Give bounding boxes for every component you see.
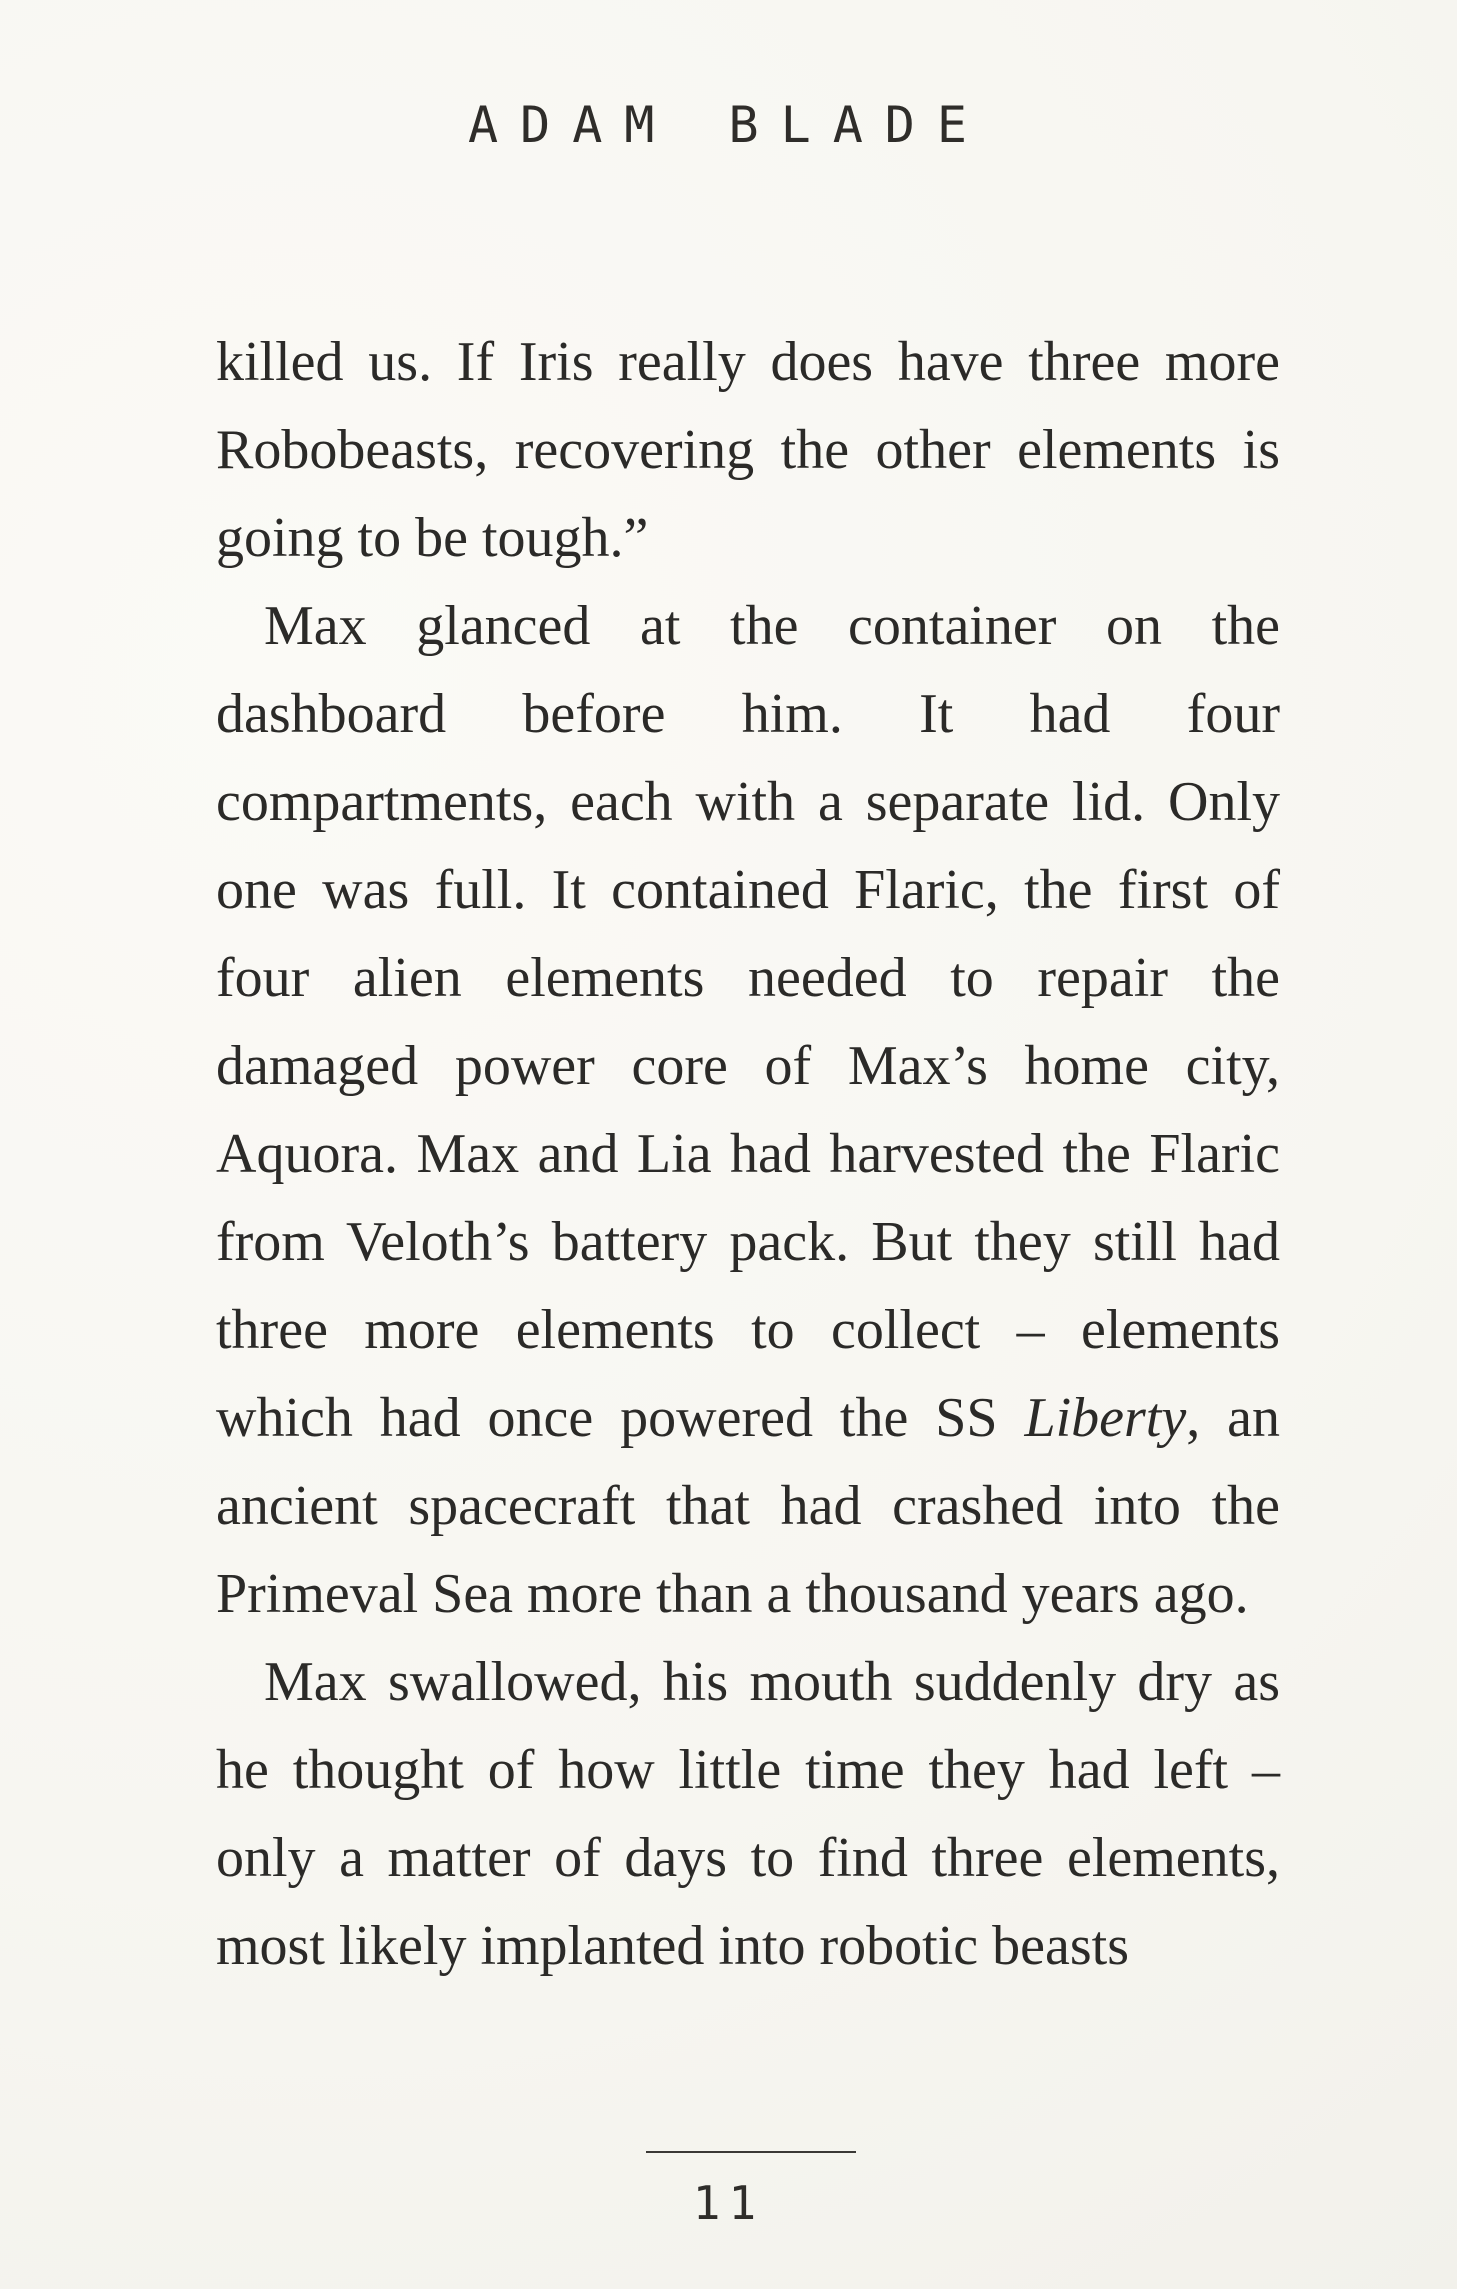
paragraph-2 xyxy=(216,582,1280,1638)
page-number: 11 xyxy=(692,2176,765,2230)
paragraph-3 xyxy=(216,1638,1280,1990)
running-header-author: ADAM BLADE xyxy=(467,96,990,154)
paragraph-1-text: killed us. If Iris really does have three more Robobeasts, recovering the other elements is going to be tough.” xyxy=(216,331,1280,569)
paragraph-2-text-end: , an ancient spacecraft that had crashed into the Primeval Sea more than a thousand years ago. xyxy=(216,1387,1280,1625)
paragraph-3-text: Max swallowed, his mouth suddenly dry as he thought of how little time they had left – only a matter of days to find three elements, most likely implanted into robotic beasts xyxy=(216,1651,1280,1977)
body-text xyxy=(216,318,1280,1990)
ship-name-italic: Liberty xyxy=(1024,1387,1187,1449)
footer-rule xyxy=(646,2151,856,2153)
paragraph-2-text-start: Max glanced at the container on the dashboard before him. It had four compartments, each with a separate lid. Only one was full. It contained Flaric, the first of four alien elements needed to repair the damaged power core of Max’s home city, Aquora. Max and Lia had harvested the Flaric from Veloth’s battery pack. But they still had three more elements to collect – elements which had once powered the SS xyxy=(216,595,1280,1449)
paragraph-1 xyxy=(216,318,1280,582)
